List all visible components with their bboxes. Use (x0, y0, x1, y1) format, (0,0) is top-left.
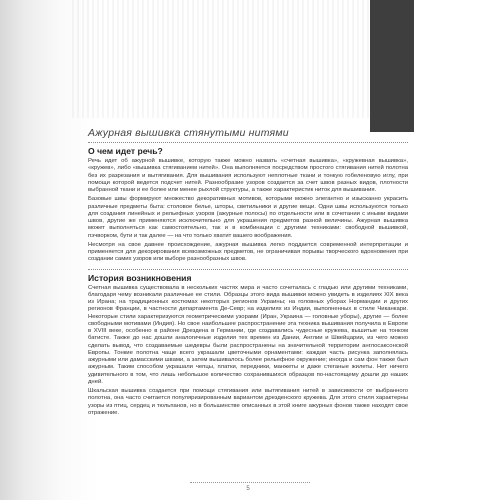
divider (88, 269, 408, 270)
section-heading: Ажурная вышивка стянутыми нитями (88, 127, 289, 139)
paragraph: Счетная вышивка существовала в нескольких частях мира и часто сочеталась с гладью или другими техниками, благодаря чему возникали различные ее стили. Образцы этого вида вышивки можно увидеть в изделиях XIX века из Ирана; на традиционных костюмах некоторых регионов Украины; на головных уборах Нормандии и других регионов Франции, в частности департамента Де-Севр; на изделиях из Индии, выполненных в стиле Чиканкари. Некоторые стили характеризуются геометрическими узорами (Иран, Украина — головные уборы), другие — более свободными мотивами (Индия). Но свое наибольшее распространение эта техника вышивания получила в Европе в XVIII веке, особенно в районе Дрездена в Германии, где создавались чудесные кружева, вышитые на тонком батисте. Также до нас дошли аналогичные изделия тех времен из Дании, Англии и Швейцарии, из чего можно сделать вывод, что создаваемые шедевры были распространены на значительной территории англосаксонской Европы. Тонкие полотна чаще всего украшали цветочными орнаментами: каждая часть рисунка заполнялась ажурными или дамасскими швами, а затем вышивалось более рельефное окружение; иногда и сам фон также был ажурным. Таким способом украшали чепцы, платки, передники, манжеты и даже стеганые жилеты. Нет ничего удивительного в том, что лишь небольшое количество сохранившихся образцов по-настоящему дошли до наших дней. (88, 284, 408, 385)
chapter-tab (370, 0, 414, 132)
chapter-title: Вступление (416, 16, 436, 120)
page-number: 5 (246, 486, 250, 492)
subheading-about: О чем идет речь? (88, 146, 163, 156)
paragraph: Базовые швы формируют множество декоративных мотивов, которыми можно элегантно и изысканно украсить различные предметы быта: столовое белье, шторы, светильники и другие вещи. Одни швы используются только для создания линейных и рельефных узоров (ажурные полосы) по отдельности или в сочетании с иными видами швов, другие же применяются исключительно для украшения предметов разной величины. Ажурная вышивка может выполняться как самостоятельно, так и в комбинации с другими техниками: свободной вышивкой, пэчворком, бути и так далее — на что только хватит вашего воображения. (88, 196, 408, 239)
paragraph: Несмотря на свое давнее происхождение, ажурная вышивка легко поддается современной интерпретации и применяется для декорирования всевозможных предметов, не ограничивая порывы творческого вдохновения при создании самих узоров или выборе разнообразных швов. (88, 241, 408, 263)
footer-divider (190, 482, 310, 483)
divider (88, 142, 408, 143)
decorative-hatching (72, 0, 392, 118)
content-column (88, 142, 408, 419)
paragraph: Речь идет об ажурной вышивке, которую также можно назвать «счетная вышивка», «кружевная вышивка», «кружев», либо «вышивка стягиванием нитей». Она выполняется посредством простого стягивания нитей полотна без их разрезания и вытягивания. Для вышивания используют неплотные ткани и тонкую гобеленовую иглу, при помощи которой ведется подсчет нитей. Разнообразие узоров создается за счет швов разных видов, плотности выбранной ткани и ее более или менее рыхлой структуры, а также характеристик ниток для вышивания. (88, 158, 408, 193)
subheading-history: История возникновения (88, 272, 192, 283)
paragraph: Шкальская вышивка создается при помощи стягивания или вытягивания нитей в зависимости от выбранного полотна, она часто считается популяризированным вариантом дрезденского кружева. Для этого стиля характерны узоры из птиц, сердец и тюльпанов, но в большинстве описанных в этой книге ажурных фонов также находят свое отражение. (88, 388, 408, 416)
